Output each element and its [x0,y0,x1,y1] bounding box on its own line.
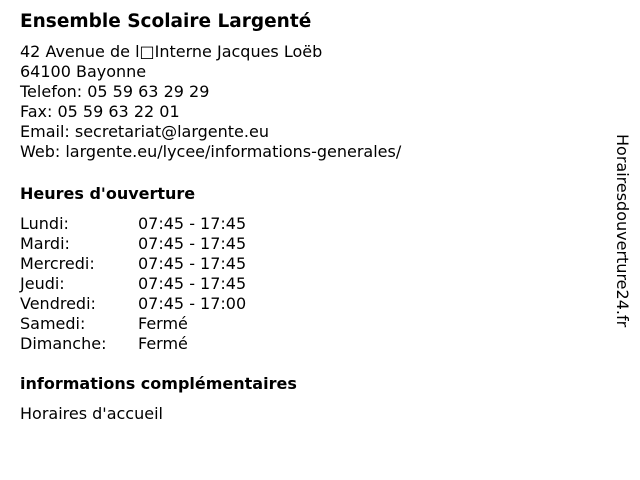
day-label: Vendredi: [20,294,96,313]
hours-row-monday [20,214,600,234]
hours-row-wednesday [20,254,600,274]
day-label: Lundi: [20,214,69,233]
additional-info-heading: informations complémentaires [20,374,297,393]
day-hours: 07:45 - 17:45 [138,254,247,273]
phone-number: Telefon: 05 59 63 29 29 [20,82,210,101]
hours-row-sunday [20,334,600,354]
hours-row-saturday [20,314,600,334]
hours-row-thursday [20,274,600,294]
page-title: Ensemble Scolaire Largenté [20,11,312,32]
day-label: Jeudi: [20,274,65,293]
day-hours: Fermé [138,314,188,333]
day-hours: Fermé [138,334,188,353]
site-watermark: Horairesdouverture24.fr [613,134,632,328]
additional-info-text: Horaires d'accueil [20,404,163,423]
day-hours: 07:45 - 17:00 [138,294,247,313]
hours-row-friday [20,294,600,314]
day-label: Mardi: [20,234,70,253]
business-info-card [20,10,600,424]
contact-block [20,42,600,162]
day-label: Mercredi: [20,254,95,273]
day-label: Samedi: [20,314,86,333]
fax-number: Fax: 05 59 63 22 01 [20,102,180,121]
opening-hours-table [20,214,600,354]
opening-hours-heading: Heures d'ouverture [20,184,196,203]
email-address: Email: secretariat@largente.eu [20,122,269,141]
hours-row-tuesday [20,234,600,254]
day-hours: 07:45 - 17:45 [138,274,247,293]
address-street: 42 Avenue de l□Interne Jacques Loëb [20,42,323,61]
day-label: Dimanche: [20,334,107,353]
address-city: 64100 Bayonne [20,62,147,81]
website-link: Web: largente.eu/lycee/informations-generales/ [20,142,402,161]
day-hours: 07:45 - 17:45 [138,214,247,233]
day-hours: 07:45 - 17:45 [138,234,247,253]
